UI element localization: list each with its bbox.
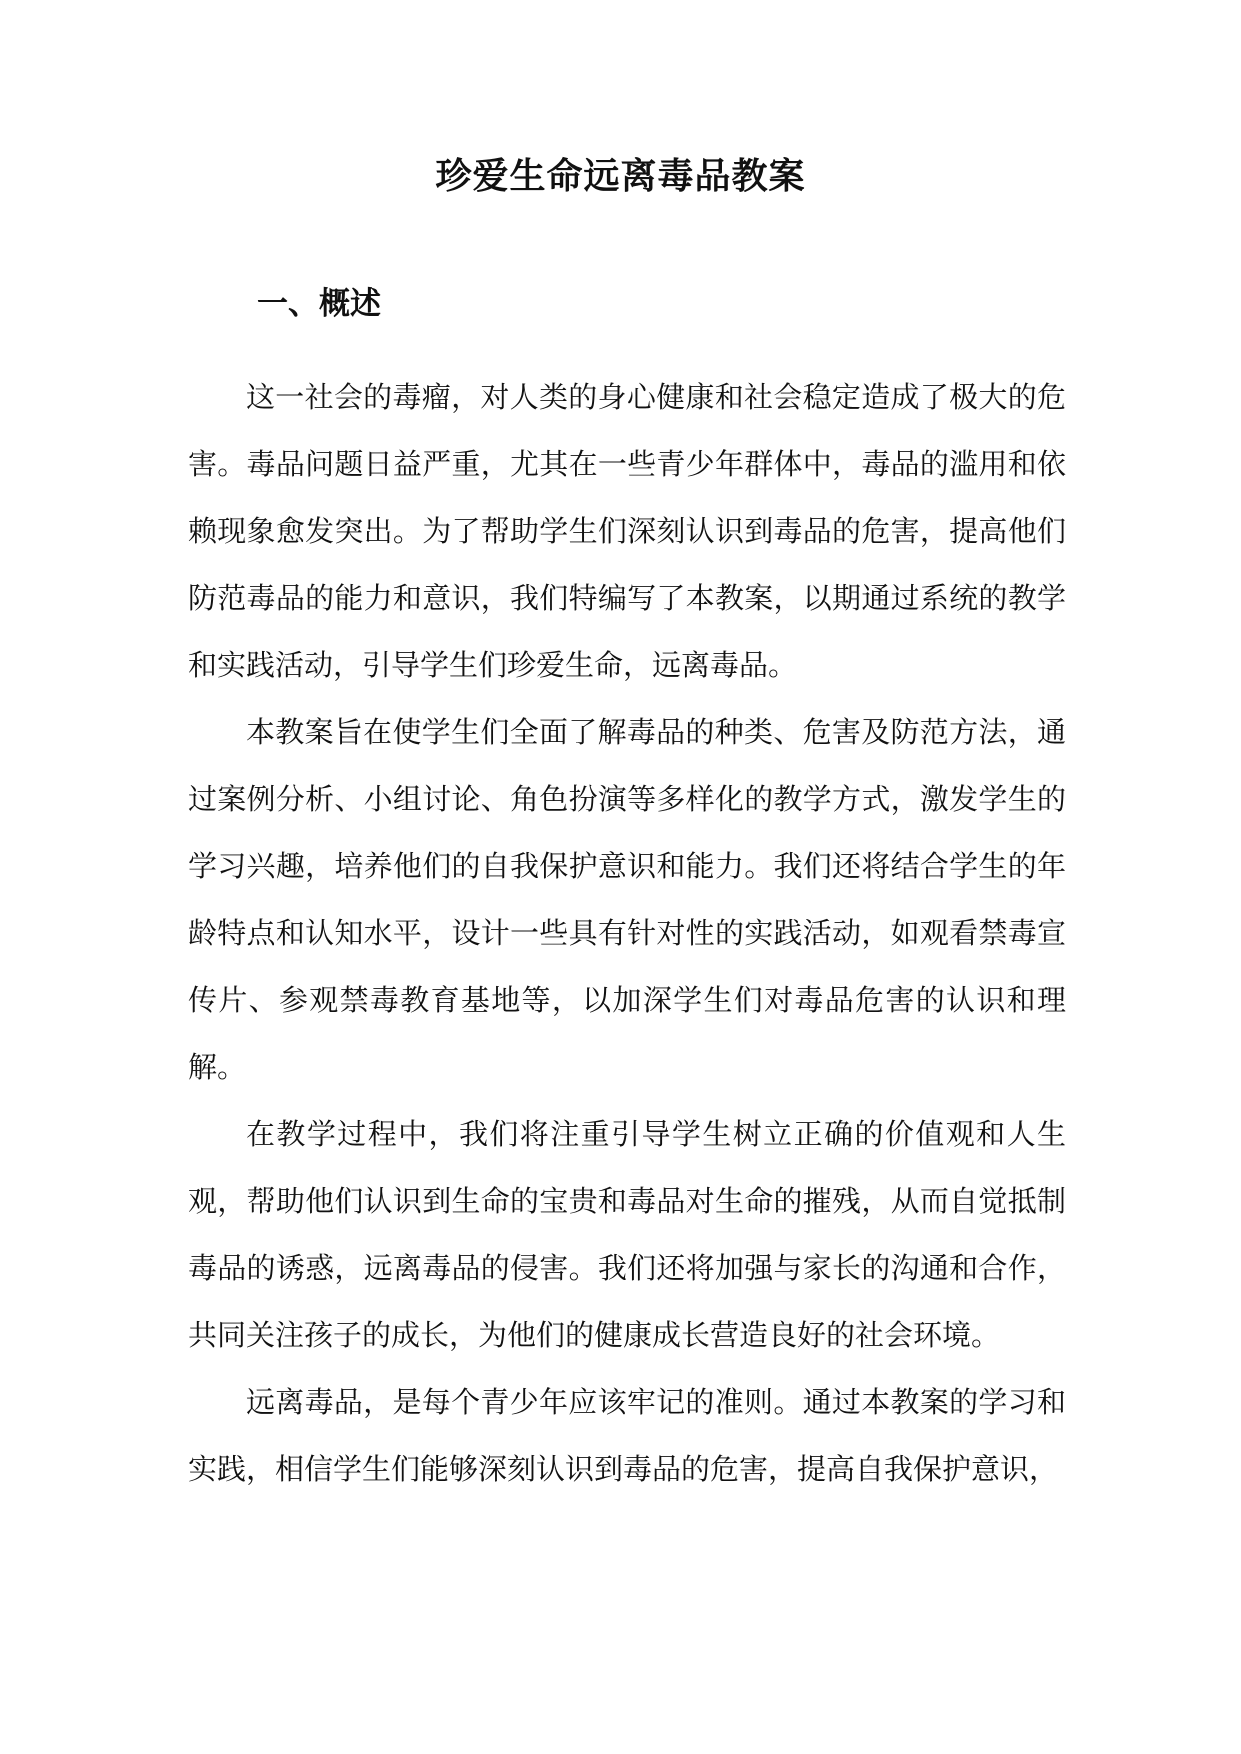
paragraph-2: 本教案旨在使学生们全面了解毒品的种类、危害及防范方法，通过案例分析、小组讨论、角色扮演等多样化的教学方式，激发学生的学习兴趣，培养他们的自我保护意识和能力。我们还将结合学生的年龄特点和认知水平，设计一些具有针对性的实践活动，如观看禁毒宣传片、参观禁毒教育基地等，以加深学生们对毒品危害的认识和理解。: [188, 715, 1066, 1084]
section-heading: 一、概述: [257, 286, 381, 322]
paragraph-4: 远离毒品，是每个青少年应该牢记的准则。通过本教案的学习和实践，相信学生们能够深刻认识到毒品的危害，提高自我保护意识，: [188, 1385, 1066, 1486]
document-title: 珍爱生命远离毒品教案: [435, 155, 806, 197]
paragraph-1: 这一社会的毒瘤，对人类的身心健康和社会稳定造成了极大的危害。毒品问题日益严重，尤其在一些青少年群体中，毒品的滥用和依赖现象愈发突出。为了帮助学生们深刻认识到毒品的危害，提高他们防范毒品的能力和意识，我们特编写了本教案，以期通过系统的教学和实践活动，引导学生们珍爱生命，远离毒品。: [188, 380, 1066, 682]
paragraph-3: 在教学过程中，我们将注重引导学生树立正确的价值观和人生观，帮助他们认识到生命的宝贵和毒品对生命的摧残，从而自觉抵制毒品的诱惑，远离毒品的侵害。我们还将加强与家长的沟通和合作，共同关注孩子的成长，为他们的健康成长营造良好的社会环境。: [188, 1117, 1066, 1352]
document-body: [188, 364, 1066, 1503]
